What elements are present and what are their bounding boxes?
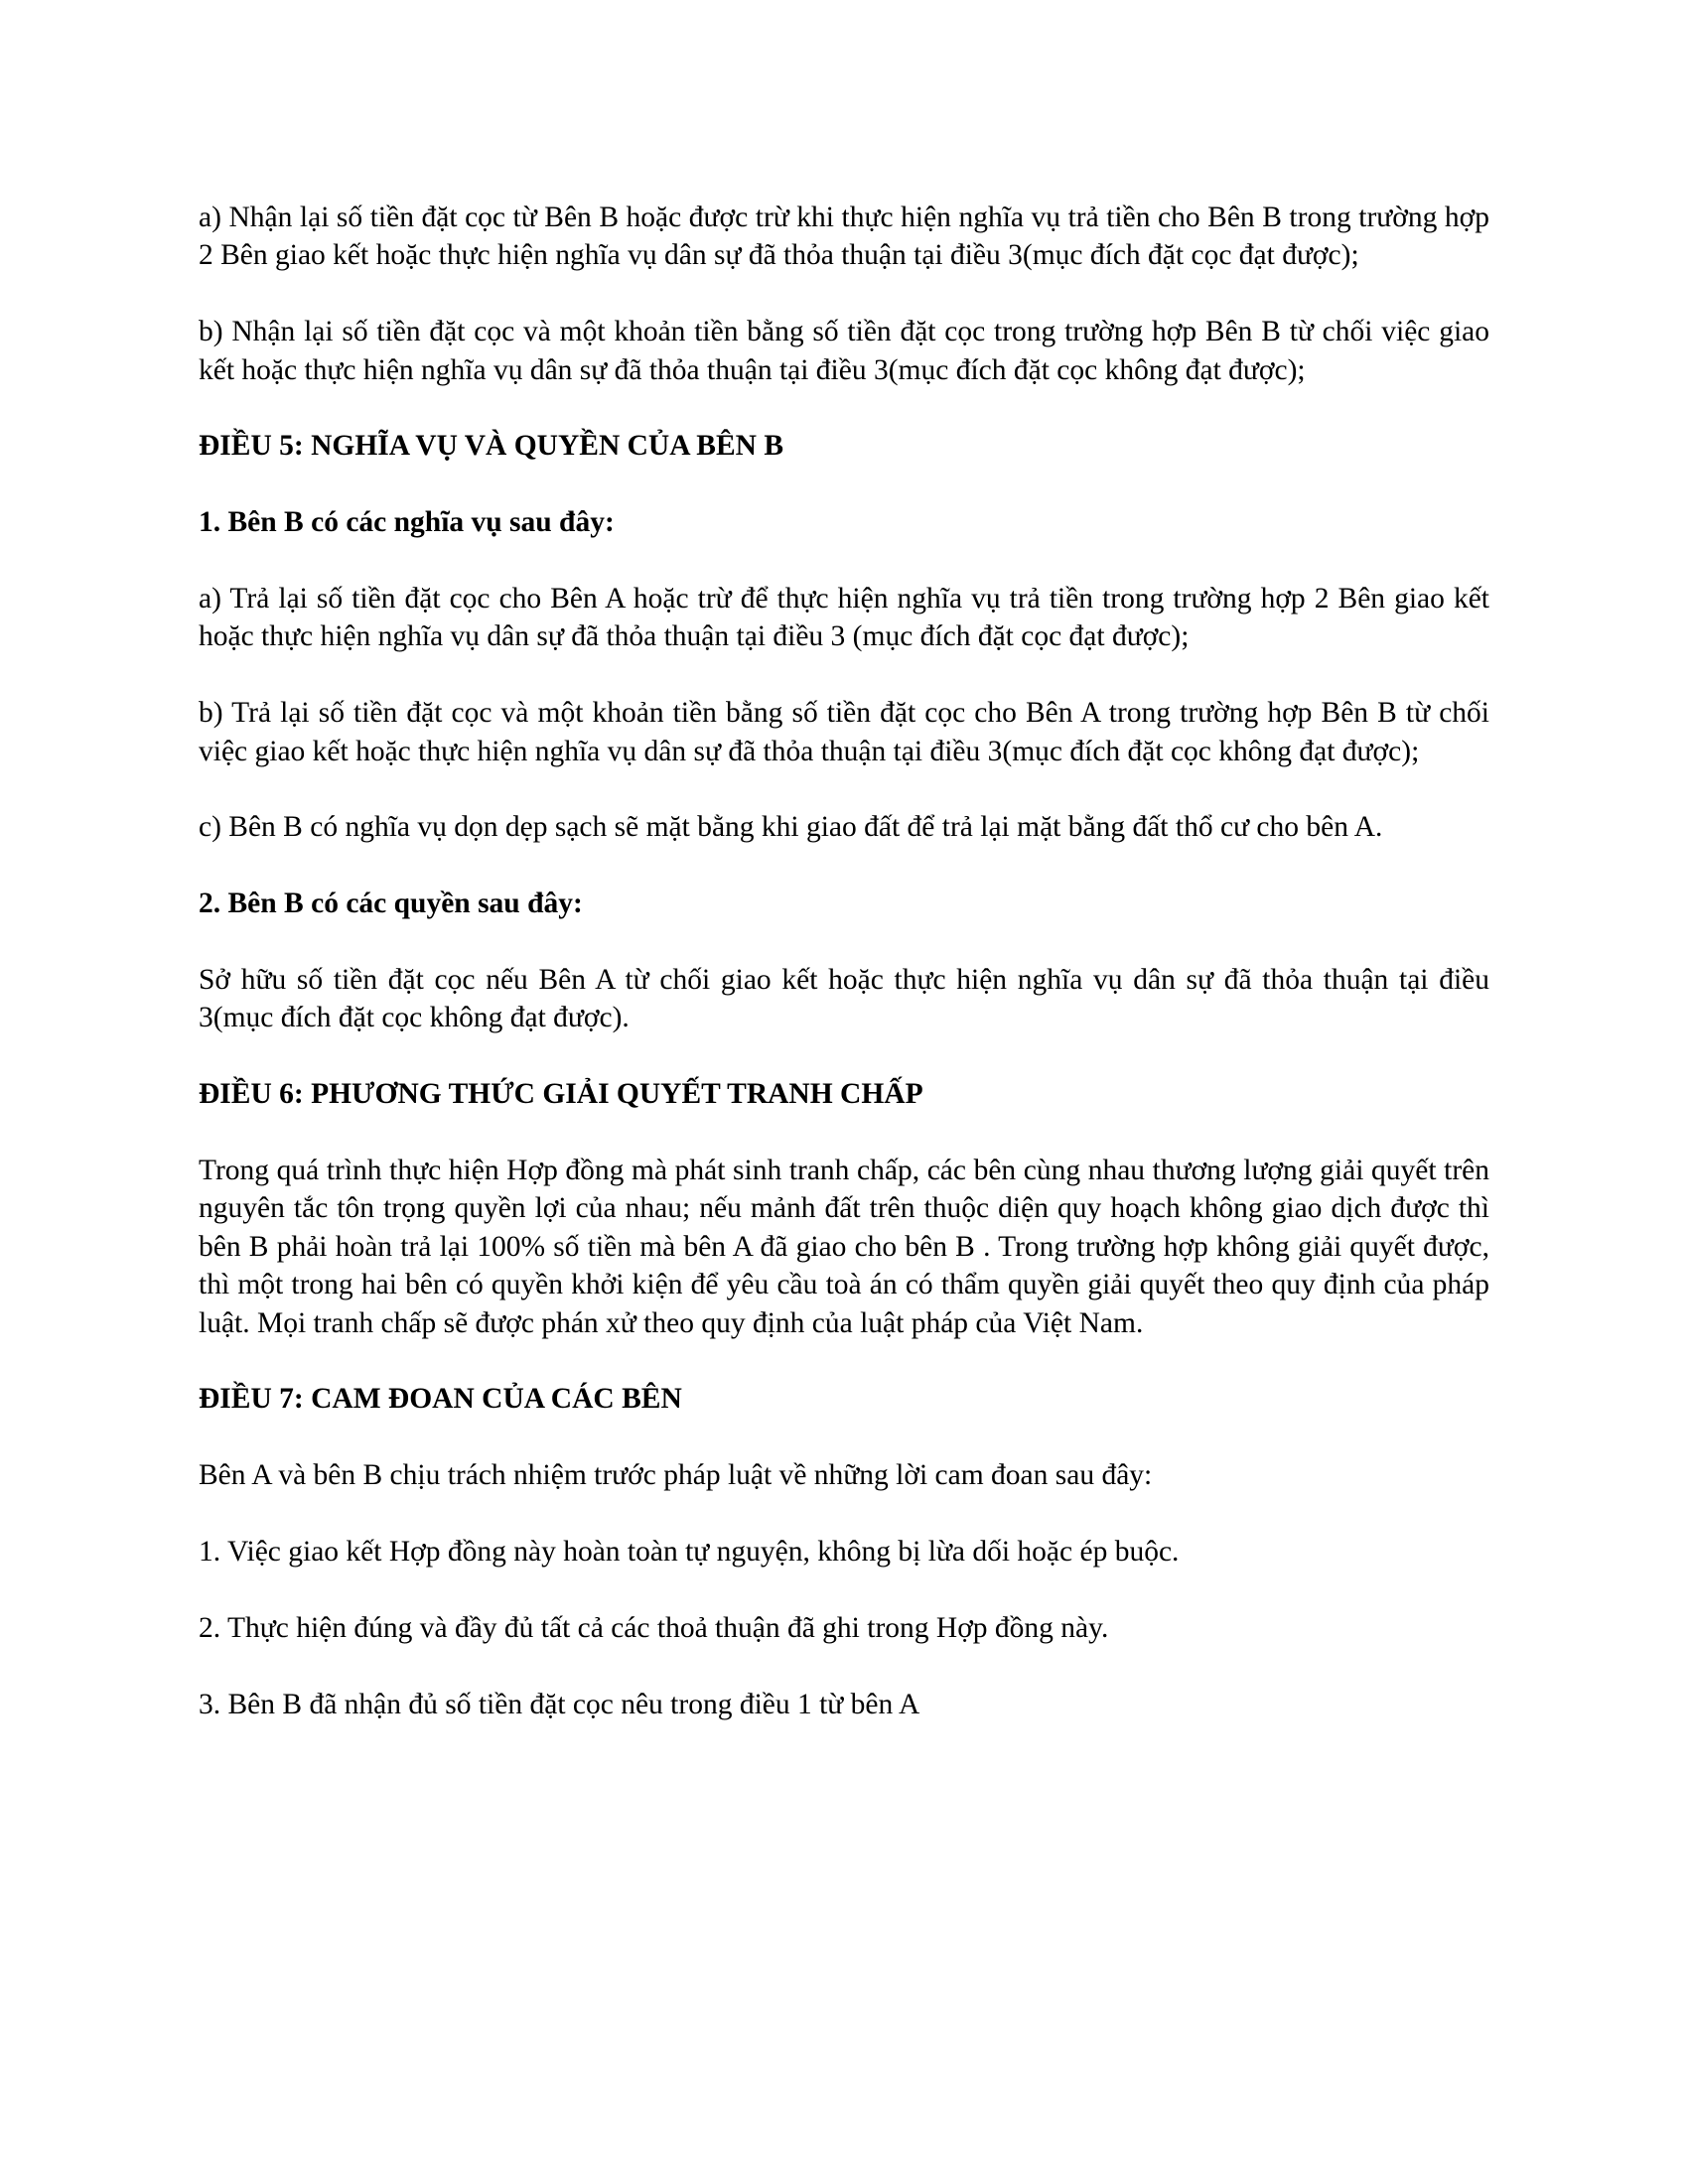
article7-item: 3. Bên B đã nhận đủ số tiền đặt cọc nêu trong điều 1 từ bên A xyxy=(199,1688,920,1720)
article5-obligations-heading: 1. Bên B có các nghĩa vụ sau đây: xyxy=(199,506,615,539)
article5-heading: ĐIỀU 5: NGHĨA VỤ VÀ QUYỀN CỦA BÊN B xyxy=(199,430,783,463)
article4-right-a: a) Nhận lại số tiền đặt cọc từ Bên B hoặc được trừ khi thực hiện nghĩa vụ trả tiền cho Bên B trong trường hợp 2 Bên giao kết hoặc thực hiện nghĩa vụ dân sự đã thỏa thuận tại điều 3(mục đích đặt cọc đạt được); xyxy=(199,202,1489,272)
article7-heading: ĐIỀU 7: CAM ĐOAN CỦA CÁC BÊN xyxy=(199,1383,682,1416)
article6-heading: ĐIỀU 6: PHƯƠNG THỨC GIẢI QUYẾT TRANH CHẤP xyxy=(199,1078,923,1111)
article5-obligation-b: b) Trả lại số tiền đặt cọc và một khoản tiền bằng số tiền đặt cọc cho Bên A trong trường hợp Bên B từ chối việc giao kết hoặc thực hiện nghĩa vụ dân sự đã thỏa thuận tại điều 3(mục đích đặt cọc không đạt được); xyxy=(199,697,1489,767)
document-page xyxy=(199,199,1489,1723)
article7-intro: Bên A và bên B chịu trách nhiệm trước pháp luật về những lời cam đoan sau đây: xyxy=(199,1459,1153,1492)
article6-body: Trong quá trình thực hiện Hợp đồng mà phát sinh tranh chấp, các bên cùng nhau thương lượng giải quyết trên nguyên tắc tôn trọng quyền lợi của nhau; nếu mảnh đất trên thuộc diện quy hoạch không giao dịch được thì bên B phải hoàn trả lại 100% số tiền mà bên A đã giao cho bên B . Trong trường hợp không giải quyết được, thì một trong hai bên có quyền khởi kiện để yêu cầu toà án có thẩm quyền giải quyết theo quy định của pháp luật. Mọi tranh chấp sẽ được phán xử theo quy định của luật pháp của Việt Nam. xyxy=(199,1155,1489,1339)
article5-rights-text: Sở hữu số tiền đặt cọc nếu Bên A từ chối giao kết hoặc thực hiện nghĩa vụ dân sự đã thỏa thuận tại điều 3(mục đích đặt cọc không đạt được). xyxy=(199,964,1489,1034)
article4-right-b: b) Nhận lại số tiền đặt cọc và một khoản tiền bằng số tiền đặt cọc trong trường hợp Bên B từ chối việc giao kết hoặc thực hiện nghĩa vụ dân sự đã thỏa thuận tại điều 3(mục đích đặt cọc không đạt được); xyxy=(199,316,1489,386)
article7-item: 2. Thực hiện đúng và đầy đủ tất cả các thoả thuận đã ghi trong Hợp đồng này. xyxy=(199,1611,1109,1644)
article5-rights-heading: 2. Bên B có các quyền sau đây: xyxy=(199,887,583,920)
article7-item: 1. Việc giao kết Hợp đồng này hoàn toàn tự nguyện, không bị lừa dối hoặc ép buộc. xyxy=(199,1536,1180,1569)
article5-obligation-a: a) Trả lại số tiền đặt cọc cho Bên A hoặc trừ để thực hiện nghĩa vụ trả tiền trong trường hợp 2 Bên giao kết hoặc thực hiện nghĩa vụ dân sự đã thỏa thuận tại điều 3 (mục đích đặt cọc đạt được); xyxy=(199,583,1489,653)
article5-obligation-c: c) Bên B có nghĩa vụ dọn dẹp sạch sẽ mặt bằng khi giao đất để trả lại mặt bằng đất thổ cư cho bên A. xyxy=(199,811,1383,844)
